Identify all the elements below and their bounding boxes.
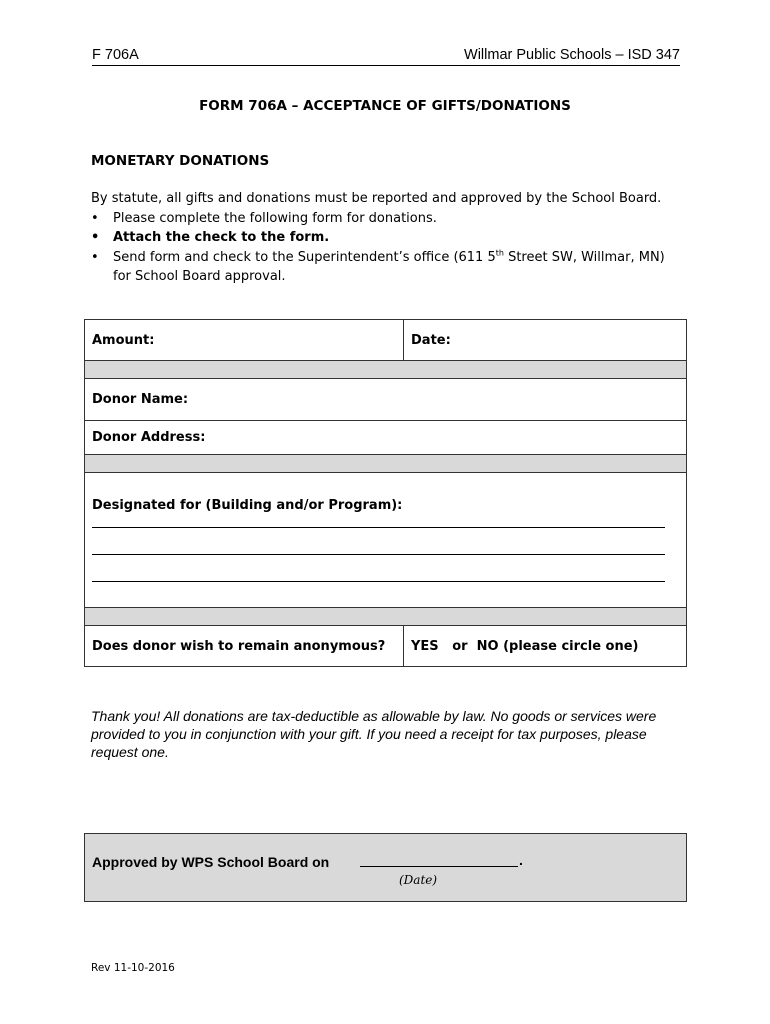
approval-date-line[interactable] — [360, 866, 518, 867]
organization-name: Willmar Public Schools – ISD 347 — [464, 47, 680, 63]
approval-box — [84, 833, 687, 902]
designated-label: Designated for (Building and/or Program): — [92, 498, 403, 513]
anonymous-label: Does donor wish to remain anonymous? — [92, 638, 386, 654]
approval-period: . — [519, 852, 523, 868]
instruction-item: • Attach the check to the form. — [91, 228, 691, 248]
write-line[interactable] — [92, 513, 665, 528]
amount-field[interactable] — [85, 320, 404, 361]
instruction-text: Send form and check to the Superintendent’s office (611 5 — [113, 249, 496, 265]
separator-bar — [85, 608, 687, 626]
instruction-list — [91, 209, 691, 287]
approval-label: Approved by WPS School Board on — [92, 854, 330, 870]
donation-form-table — [84, 319, 687, 667]
superscript-th: th — [495, 248, 504, 258]
date-caption: (Date) — [399, 873, 438, 887]
anonymous-question — [85, 626, 404, 667]
donor-name-label: Donor Name: — [92, 392, 189, 407]
yes-no-options: YES or NO (please circle one) — [411, 638, 639, 654]
page-header — [92, 46, 680, 66]
revision-note: Rev 11-10-2016 — [91, 962, 175, 974]
donor-address-label: Donor Address: — [92, 430, 206, 445]
section-title: MONETARY DONATIONS — [91, 153, 270, 169]
write-line[interactable] — [92, 528, 665, 555]
intro-text: By statute, all gifts and donations must be reported and approved by the School Board. — [91, 191, 662, 206]
date-field[interactable] — [404, 320, 687, 361]
anonymous-options[interactable] — [404, 626, 687, 667]
separator-bar — [85, 455, 687, 473]
donor-name-field[interactable] — [85, 379, 687, 421]
write-line[interactable] — [92, 555, 665, 582]
amount-label: Amount: — [92, 332, 155, 348]
form-title: FORM 706A – ACCEPTANCE OF GIFTS/DONATIONS — [199, 98, 571, 114]
donor-address-field[interactable] — [85, 421, 687, 455]
thank-you-note: Thank you! All donations are tax-deductible as allowable by law. No goods or services were provided to you in conjunction with your gift. If you need a receipt for tax purposes, please request one. — [91, 708, 657, 760]
instruction-text: Street SW, Willmar, MN) — [503, 249, 665, 265]
date-label: Date: — [411, 332, 451, 348]
separator-bar — [85, 361, 687, 379]
instruction-item — [91, 248, 691, 287]
form-code: F 706A — [92, 47, 139, 63]
designated-field[interactable] — [85, 473, 687, 608]
instruction-text: for School Board approval. — [113, 269, 286, 284]
instructions — [91, 189, 691, 287]
instruction-item: • Please complete the following form for donations. — [91, 209, 691, 229]
